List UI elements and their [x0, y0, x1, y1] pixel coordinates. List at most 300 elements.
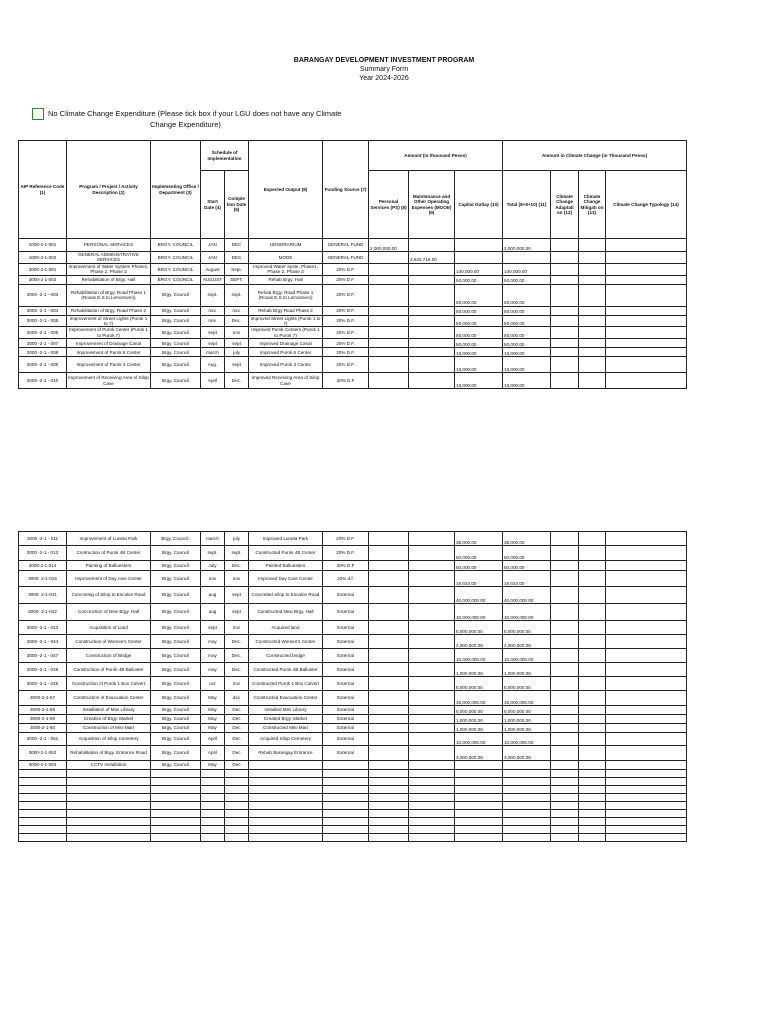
expected-output-cell: HONORARIUM [249, 239, 323, 252]
expected-output-cell: Installed Mini Library [249, 706, 323, 715]
completion-date-cell: Dec [225, 733, 249, 746]
climate-cell [606, 733, 687, 746]
col-co: Capital Outlay (10) [455, 171, 503, 239]
completion-date-cell: nov [225, 621, 249, 635]
start-date-cell: sept. [201, 546, 225, 561]
empty-cell [225, 770, 249, 778]
aip-code-cell: 3000 -2-1 - 005 [19, 315, 67, 327]
climate-cell [579, 315, 606, 327]
aip-code-cell: 3000 -2-1 - 011 [19, 532, 67, 546]
completion-date-cell: dec [225, 691, 249, 706]
climate-cell [551, 239, 579, 252]
mooe-cell [409, 604, 455, 621]
climate-cell [606, 252, 687, 264]
implementing-office-cell: Brgy. Council [151, 677, 201, 691]
start-date-cell: May [201, 691, 225, 706]
capital-outlay-cell: 10,000.00 [455, 348, 503, 357]
climate-cell [606, 306, 687, 315]
program-description-cell: Construction of Bridge [67, 649, 151, 663]
completion-date-cell: DEC [225, 239, 249, 252]
completion-date-cell: july [225, 348, 249, 357]
total-cell [503, 761, 551, 770]
climate-cell [579, 263, 606, 275]
table-row [19, 663, 687, 677]
document-subtitle: Summary Form [359, 66, 409, 73]
expected-output-cell: Improved Receiving Area of Silop Cave [249, 373, 323, 389]
climate-cell [579, 284, 606, 306]
mooe-cell [409, 275, 455, 284]
funding-source-cell: External [323, 621, 369, 635]
expected-output-cell: Constructed Evacuation Center [249, 691, 323, 706]
implementing-office-cell: Brgy. Council [151, 373, 201, 389]
capital-outlay-cell: 10,000,000.00 [455, 604, 503, 621]
climate-cell [551, 571, 579, 587]
total-cell: 50,000.00 [503, 546, 551, 561]
climate-checkbox[interactable] [32, 108, 44, 120]
climate-cell [579, 635, 606, 649]
mooe-cell [409, 263, 455, 275]
program-description-cell: Rehabilitation of Brgy. Road Phase 2 [67, 306, 151, 315]
start-date-cell: march [201, 532, 225, 546]
table-row [19, 263, 687, 275]
program-description-cell: Improvement of Water System Phase1, Phase 2, Phase 3 [68, 263, 149, 275]
program-description-cell: Construction of Purok 4B Balluster [67, 663, 151, 677]
empty-cell [323, 778, 369, 786]
completion-date-cell: Dec. [225, 561, 249, 571]
climate-cell [579, 252, 606, 264]
personal-services-cell [369, 761, 409, 770]
empty-cell [455, 786, 503, 794]
climate-cell [551, 649, 579, 663]
completion-date-cell: DEC [225, 252, 249, 264]
climate-cell [551, 532, 579, 546]
climate-cell [551, 635, 579, 649]
implementing-office-cell: Brgy. Council [151, 761, 201, 770]
personal-services-cell [369, 635, 409, 649]
funding-source-cell: 20% D.F. [323, 348, 369, 357]
climate-cell [606, 315, 687, 327]
total-cell: 1,000,000.00 [503, 663, 551, 677]
personal-services-cell [369, 306, 409, 315]
funding-source-cell: 20% D.F [323, 561, 369, 571]
empty-cell [151, 810, 201, 818]
personal-services-cell [369, 691, 409, 706]
empty-cell [19, 802, 67, 810]
implementing-office-cell: BRGY. COUNCIL [151, 239, 201, 252]
table-row [19, 306, 687, 315]
climate-cell [579, 239, 606, 252]
funding-source-cell: External [323, 635, 369, 649]
document-title: BARANGAY DEVELOPMENT INVESTMENT PROGRAM [293, 57, 475, 64]
capital-outlay-cell: 50,000.00 [455, 339, 503, 348]
empty-cell [201, 818, 225, 826]
funding-source-cell: External [323, 724, 369, 733]
empty-cell [369, 786, 409, 794]
implementing-office-cell: Brgy. Council [151, 348, 201, 357]
empty-cell [225, 794, 249, 802]
start-date-cell: oct [201, 677, 225, 691]
total-cell: 50,000.00 [503, 315, 551, 327]
col-funding: Funding Source (7) [323, 141, 369, 239]
start-date-cell: sept [201, 621, 225, 635]
total-cell: 5,000,000.00 [503, 621, 551, 635]
start-date-cell: April [201, 733, 225, 746]
mooe-cell [409, 561, 455, 571]
personal-services-cell [369, 724, 409, 733]
climate-cell [551, 733, 579, 746]
investment-table-continued [18, 531, 687, 842]
total-cell: 10,000.00 [503, 357, 551, 373]
program-description-cell: Contruction of Purok 4B Center [67, 546, 151, 561]
expected-output-cell: Improved Day Care Center [249, 571, 323, 587]
aip-code-cell: 3000 -2-1 - 043 [19, 621, 67, 635]
personal-services-cell [369, 546, 409, 561]
mooe-cell [409, 546, 455, 561]
col-mooe: Maintenance and Other Operating Expenses (MOOE) (9) [409, 171, 455, 239]
empty-cell [225, 818, 249, 826]
capital-outlay-cell: 35,000.00 [455, 532, 503, 546]
table-row [19, 604, 687, 621]
empty-cell [225, 786, 249, 794]
empty-cell [606, 826, 687, 834]
empty-row [19, 786, 687, 794]
expected-output-cell: Rehab Barangay Entrance [249, 746, 323, 761]
capital-outlay-cell: 10,000.00 [455, 357, 503, 373]
empty-cell [551, 834, 579, 842]
aip-code-cell: 3000- 2-1-015 [19, 571, 67, 587]
aip-code-cell: 3000- 2-1-041 [19, 587, 67, 604]
col-total: Total (8+9+10) (11) [503, 171, 551, 239]
total-cell: 50,000.00 [503, 284, 551, 306]
empty-cell [503, 802, 551, 810]
aip-code-cell: 3000 -2-1 - 009 [19, 357, 67, 373]
start-date-cell: may [201, 649, 225, 663]
climate-cell [606, 275, 687, 284]
mooe-cell [409, 284, 455, 306]
mooe-cell [409, 373, 455, 389]
empty-cell [151, 826, 201, 834]
empty-cell [323, 834, 369, 842]
completion-date-cell: Dec. [225, 663, 249, 677]
completion-date-cell: Dec. [225, 649, 249, 663]
climate-cell [579, 348, 606, 357]
mooe-cell [409, 677, 455, 691]
implementing-office-cell: Brgy. Council [151, 724, 201, 733]
expected-output-cell: Acquired Silop Cemetery [249, 733, 323, 746]
mooe-cell [409, 327, 455, 339]
empty-cell [249, 794, 323, 802]
empty-cell [579, 802, 606, 810]
aip-code-cell: 3000 -2-1 - 049 [19, 677, 67, 691]
personal-services-cell [369, 746, 409, 761]
expected-output-cell: Painted Balluesters [249, 561, 323, 571]
col-start: Start Date (4) [201, 171, 225, 239]
climate-cell [551, 587, 579, 604]
program-description-cell: Improvement of Luneta Park [67, 532, 151, 546]
climate-cell [551, 373, 579, 389]
funding-source-cell: 20% D.F. [323, 263, 369, 275]
completion-date-cell: Dec. [225, 635, 249, 649]
mooe-cell [409, 635, 455, 649]
funding-source-cell [323, 761, 369, 770]
capital-outlay-cell: 50,000.00 [455, 275, 503, 284]
funding-source-cell: 20% D.F. [323, 532, 369, 546]
personal-services-cell [369, 357, 409, 373]
implementing-office-cell: Brgy. Council [151, 604, 201, 621]
capital-outlay-cell: 2,000,000.00 [455, 635, 503, 649]
climate-cell [579, 327, 606, 339]
empty-cell [323, 770, 369, 778]
total-cell: 35,000.00 [503, 532, 551, 546]
empty-cell [455, 826, 503, 834]
empty-cell [249, 818, 323, 826]
capital-outlay-cell: 1,000,000.00 [455, 715, 503, 724]
personal-services-cell [369, 373, 409, 389]
completion-date-cell: sept [225, 357, 249, 373]
completion-date-cell: july [225, 532, 249, 546]
col-adaptation: Climate Change Adaptati on (12) [551, 171, 579, 239]
expected-output-cell: Constructed Purok 4B Center [249, 546, 323, 561]
empty-cell [409, 778, 455, 786]
start-date-cell: July [201, 561, 225, 571]
aip-code-cell: 3000-2-1-014 [19, 561, 67, 571]
empty-row [19, 794, 687, 802]
aip-code-cell: 3000 -2-1 - 007 [19, 339, 67, 348]
empty-cell [67, 818, 151, 826]
implementing-office-cell: Brgy. Council [151, 571, 201, 587]
aip-code-cell: 3000-2-1-59 [19, 715, 67, 724]
empty-cell [19, 770, 67, 778]
climate-cell [579, 373, 606, 389]
mooe-cell [409, 663, 455, 677]
table-row [19, 635, 687, 649]
mooe-cell [409, 649, 455, 663]
program-description-cell: CCTV Installation [67, 761, 151, 770]
climate-cell [551, 604, 579, 621]
total-cell: 50,000.00 [503, 561, 551, 571]
expected-output-cell: Improved Water Syste, Phase1, Phase 2, Phase 3 [249, 263, 323, 275]
climate-cell [606, 691, 687, 706]
expected-output-cell: Improved Purok Centers (Purok 1 to Purok 7) [249, 327, 323, 339]
climate-cell [579, 677, 606, 691]
start-date-cell: May [201, 724, 225, 733]
expected-output-cell: Constructed Purok 4B Balluster [249, 663, 323, 677]
mooe-cell [409, 746, 455, 761]
program-description-cell: Rehabilitation of Brgy. Hall [67, 275, 151, 284]
mooe-cell: 3,625,718.00 [409, 252, 455, 264]
aip-code-cell: 3000-2-1-57 [19, 691, 67, 706]
climate-cell [606, 339, 687, 348]
table-row [19, 357, 687, 373]
empty-cell [606, 778, 687, 786]
expected-output-cell: MODE [249, 252, 323, 264]
empty-cell [369, 818, 409, 826]
expected-output-cell: Rehab Brgy. Hall [249, 275, 323, 284]
table-row [19, 571, 687, 587]
climate-cell [579, 733, 606, 746]
total-cell: 5,000,000.00 [503, 677, 551, 691]
empty-cell [455, 802, 503, 810]
expected-output-cell: Constructed Mini Mart [249, 724, 323, 733]
climate-note-line1: No Climate Change Expenditure (Please tick box if your LGU does not have any Climate [48, 109, 342, 118]
empty-cell [551, 818, 579, 826]
climate-note-line2: Change Expenditure) [150, 120, 221, 129]
expected-output-cell: Rehab Brgy Road Phase 2 [249, 306, 323, 315]
empty-cell [151, 770, 201, 778]
climate-cell [579, 715, 606, 724]
empty-cell [201, 786, 225, 794]
implementing-office-cell: Brgy. Council [151, 561, 201, 571]
aip-code-cell: 3000-2-1-063 [19, 761, 67, 770]
climate-cell [579, 587, 606, 604]
empty-cell [579, 786, 606, 794]
table-row [19, 677, 687, 691]
total-cell: 40,000,000.00 [503, 587, 551, 604]
table-row [19, 546, 687, 561]
empty-cell [67, 834, 151, 842]
empty-cell [225, 810, 249, 818]
expected-output-cell: Improved Street Lights (Purok 1 to 7) [249, 315, 323, 327]
empty-row [19, 826, 687, 834]
completion-date-cell: Dec [225, 746, 249, 761]
personal-services-cell [369, 263, 409, 275]
empty-cell [249, 802, 323, 810]
climate-cell [551, 621, 579, 635]
aip-code-cell: 3000 -2-1 - 003 [19, 284, 67, 306]
mooe-cell [409, 587, 455, 604]
capital-outlay-cell [455, 761, 503, 770]
empty-cell [409, 794, 455, 802]
total-cell: 15,000,000.00 [503, 691, 551, 706]
col-typology: Climate Change Typology (14) [606, 171, 687, 239]
document-year: Year 2024-2026 [359, 75, 409, 82]
aip-code-cell: 3000 -2-1 - 013 [19, 546, 67, 561]
empty-cell [579, 818, 606, 826]
personal-services-cell [369, 677, 409, 691]
col-completion: Comple tion Date (5) [225, 171, 249, 239]
climate-cell [606, 746, 687, 761]
empty-cell [151, 794, 201, 802]
empty-cell [67, 786, 151, 794]
climate-cell [606, 761, 687, 770]
implementing-office-cell: Brgy. Council [151, 284, 201, 306]
program-description-cell: Construction of Mini Mart [67, 724, 151, 733]
aip-code-cell: 1000-2-1-001 [19, 239, 67, 252]
program-description-cell: Rehabilitation of Brgy. Entrance Road [67, 746, 151, 761]
expected-output-cell: Concreted Silop to Escalon Road [249, 587, 323, 604]
start-date-cell: sept [201, 327, 225, 339]
program-description-cell: Improvement of Purok 6 Center [67, 348, 151, 357]
climate-cell [606, 373, 687, 389]
empty-cell [67, 826, 151, 834]
table-row [19, 733, 687, 746]
funding-source-cell: 20% D.F. [323, 327, 369, 339]
completion-date-cell: Dec [225, 761, 249, 770]
expected-output-cell: Improved Purok 6 Center [249, 348, 323, 357]
empty-cell [503, 786, 551, 794]
program-description-cell: Rehabilitation of Brgy. Road Phase 1 (Roxas E.S to Lemosnero) [67, 284, 151, 306]
personal-services-cell [369, 715, 409, 724]
empty-cell [67, 770, 151, 778]
empty-cell [503, 834, 551, 842]
capital-outlay-cell: 5,000,000.00 [455, 621, 503, 635]
empty-cell [455, 810, 503, 818]
capital-outlay-cell: 5,000,000.00 [455, 677, 503, 691]
climate-cell [606, 263, 687, 275]
mooe-cell [409, 357, 455, 373]
program-description-cell: Creation of Brgy. Market [67, 715, 151, 724]
expected-output-cell: Created Brgy. Market [249, 715, 323, 724]
capital-outlay-cell: 10,000,000.00 [455, 733, 503, 746]
funding-source-cell: External [323, 706, 369, 715]
empty-cell [409, 818, 455, 826]
table-row [19, 715, 687, 724]
total-cell: 2,000,000.00 [503, 239, 551, 252]
funding-source-cell: External [323, 691, 369, 706]
personal-services-cell [369, 733, 409, 746]
empty-cell [503, 778, 551, 786]
empty-cell [503, 826, 551, 834]
aip-code-cell: 3000 -2-1 - 006 [19, 327, 67, 339]
capital-outlay-cell: 1,000,000.00 [455, 724, 503, 733]
start-date-cell: aug [201, 604, 225, 621]
personal-services-cell [369, 561, 409, 571]
program-description-cell: Improvement of Day care Center [67, 571, 151, 587]
implementing-office-cell: Brgy. Council [151, 635, 201, 649]
climate-cell [579, 621, 606, 635]
climate-cell [579, 532, 606, 546]
climate-cell [551, 252, 579, 264]
empty-cell [551, 778, 579, 786]
climate-cell [606, 621, 687, 635]
mooe-cell [409, 315, 455, 327]
climate-cell [551, 348, 579, 357]
implementing-office-cell: Brgy. Council [151, 649, 201, 663]
empty-cell [369, 794, 409, 802]
empty-cell [606, 770, 687, 778]
aip-code-cell: 3000 -2-1 - 061 [19, 733, 67, 746]
total-cell: 10,000.00 [503, 348, 551, 357]
expected-output-cell [249, 761, 323, 770]
empty-cell [551, 810, 579, 818]
funding-source-cell: GENERAL FUND [323, 252, 369, 264]
mooe-cell [409, 706, 455, 715]
start-date-cell: aug [201, 587, 225, 604]
program-description-cell: Improvement of Street Lights (Purok 1 to 7) [67, 315, 151, 327]
start-date-cell: nov. [201, 315, 225, 327]
completion-date-cell: Dec [225, 706, 249, 715]
personal-services-cell [369, 315, 409, 327]
climate-cell [606, 649, 687, 663]
total-cell: 10,000,000.00 [503, 649, 551, 663]
funding-source-cell: 20% D.F. [323, 284, 369, 306]
empty-cell [201, 770, 225, 778]
climate-cell [606, 571, 687, 587]
climate-cell [606, 604, 687, 621]
table-row [19, 284, 687, 306]
expected-output-cell: Constructed bridge [249, 649, 323, 663]
funding-source-cell: External [323, 587, 369, 604]
expected-output-cell: Constructed Purok 1 Box Culvert [249, 677, 323, 691]
empty-cell [19, 786, 67, 794]
climate-cell [551, 306, 579, 315]
empty-cell [551, 770, 579, 778]
table-row [19, 724, 687, 733]
implementing-office-cell: Brgy. Council [151, 663, 201, 677]
funding-source-cell: External [323, 604, 369, 621]
climate-cell [551, 746, 579, 761]
funding-source-cell: 20% D.F. [323, 339, 369, 348]
